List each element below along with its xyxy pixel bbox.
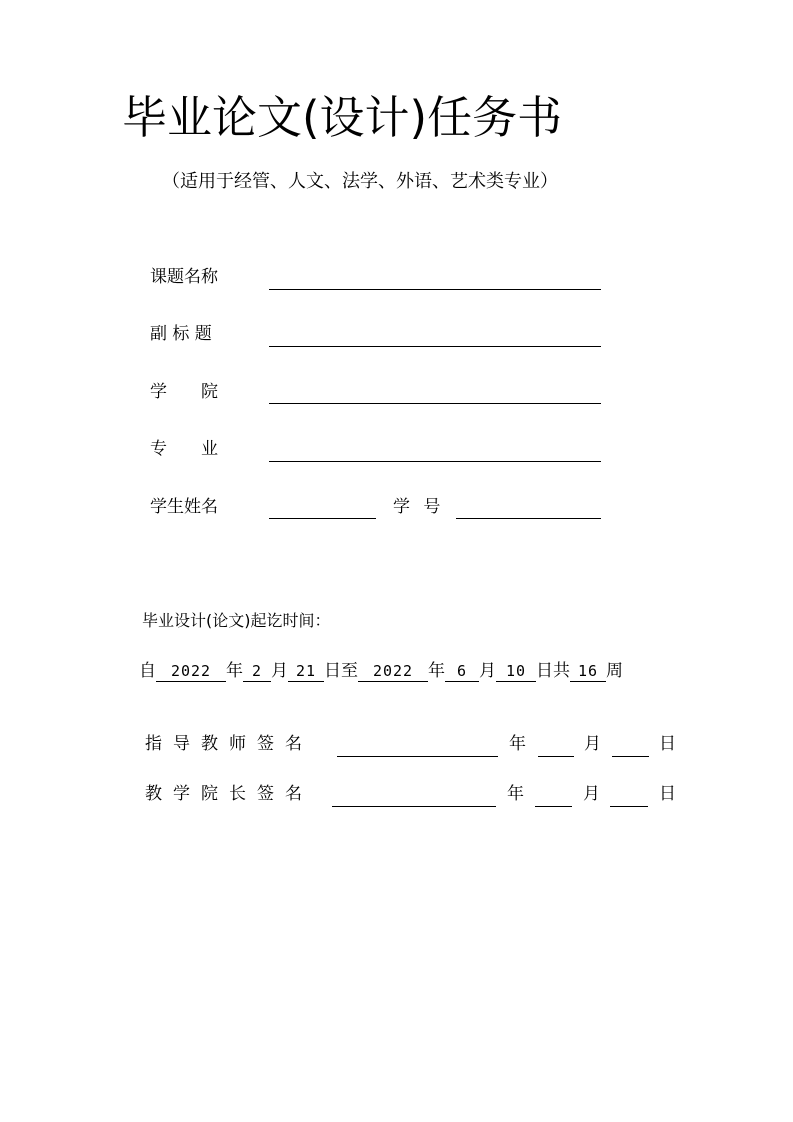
student-name-field[interactable] <box>269 518 376 519</box>
document-subtitle: （适用于经管、人文、法学、外语、艺术类专业） <box>162 171 558 192</box>
student-name-label: 学生姓名 <box>150 497 218 517</box>
month-char-2: 月 <box>479 661 496 681</box>
student-id-label: 学 号 <box>393 497 445 517</box>
date-range-row <box>139 660 623 682</box>
dean-month-field[interactable] <box>610 806 648 807</box>
major-label: 专 业 <box>150 439 218 459</box>
from-prefix: 自 <box>139 661 156 681</box>
advisor-year-field[interactable] <box>538 756 574 757</box>
end-month-value: 6 <box>445 661 479 682</box>
advisor-year-char: 年 <box>509 734 526 754</box>
year-char-1: 年 <box>226 661 243 681</box>
advisor-day-char: 日 <box>659 734 676 754</box>
advisor-signature-label: 指导教师签名 <box>145 734 313 754</box>
end-day-value: 10 <box>496 661 536 682</box>
subtopic-label: 副 标 题 <box>150 324 212 344</box>
dean-signature-field[interactable] <box>332 806 496 807</box>
advisor-month-field[interactable] <box>612 756 649 757</box>
topic-label: 课题名称 <box>150 267 218 287</box>
advisor-signature-field[interactable] <box>337 756 498 757</box>
year-char-2: 年 <box>428 661 445 681</box>
start-year-value: 2022 <box>156 661 226 682</box>
dean-signature-label: 教学院长签名 <box>145 784 313 804</box>
college-field[interactable] <box>269 403 601 404</box>
topic-field[interactable] <box>269 289 601 290</box>
month-char-1: 月 <box>271 661 288 681</box>
dean-month-char: 月 <box>583 784 600 804</box>
major-field[interactable] <box>269 461 601 462</box>
dean-year-field[interactable] <box>535 806 572 807</box>
advisor-month-char: 月 <box>584 734 601 754</box>
college-label: 学 院 <box>150 382 218 402</box>
dean-year-char: 年 <box>507 784 524 804</box>
student-id-field[interactable] <box>456 518 601 519</box>
week-char: 周 <box>606 661 623 681</box>
day-to-text: 日至 <box>324 661 358 681</box>
period-title: 毕业设计(论文)起讫时间： <box>142 611 331 630</box>
start-day-value: 21 <box>288 661 324 682</box>
subtopic-field[interactable] <box>269 346 601 347</box>
day-total-text: 日共 <box>536 661 570 681</box>
weeks-value: 16 <box>570 661 606 682</box>
end-year-value: 2022 <box>358 661 428 682</box>
dean-day-char: 日 <box>659 784 676 804</box>
document-title: 毕业论文(设计)任务书 <box>122 91 563 144</box>
start-month-value: 2 <box>243 661 271 682</box>
